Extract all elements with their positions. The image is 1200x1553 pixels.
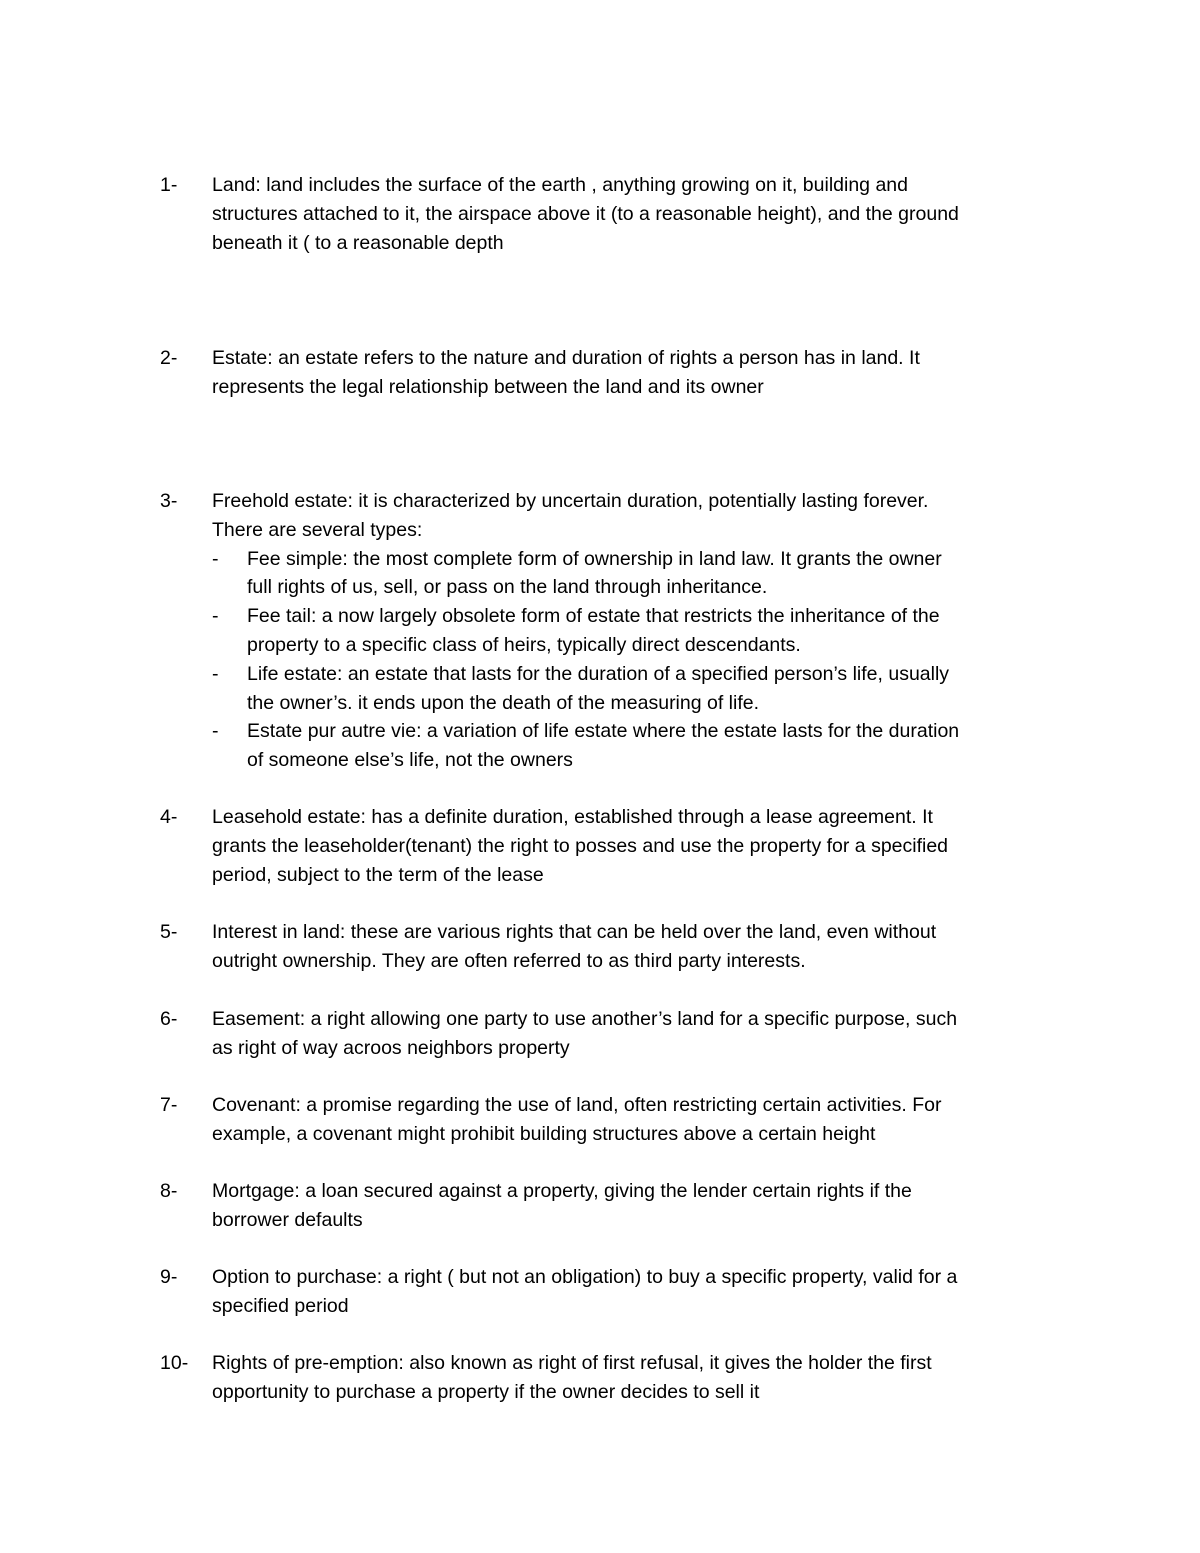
text-line: Option to purchase: a right ( but not an obligation) to buy a specific property, valid for a [212,1266,958,1288]
text-line: opportunity to purchase a property if the owner decides to sell it [212,1380,760,1403]
text-line: full rights of us, sell, or pass on the land through inheritance. [247,576,768,599]
item-text [212,344,1060,402]
text-line: the owner’s. it ends upon the death of the measuring of life. [247,691,760,714]
item-number: 2- [160,347,178,369]
item-text [212,1349,1060,1407]
text-line: borrower defaults [212,1208,363,1231]
item-text [212,487,1060,545]
text-line: Mortgage: a loan secured against a property, giving the lender certain rights if the [212,1180,912,1202]
text-line: Freehold estate: it is characterized by uncertain duration, potentially lasting forever. [212,490,929,512]
text-line: Leasehold estate: has a definite duration, established through a lease agreement. It [212,806,933,828]
sub-item-text [247,602,1060,660]
list-item-5 [160,918,1060,976]
sub-item-life-estate [212,660,1060,718]
text-line: Covenant: a promise regarding the use of land, often restricting certain activities. For [212,1094,942,1116]
item-number: 4- [160,806,178,828]
text-line: period, subject to the term of the lease [212,863,544,886]
text-line: structures attached to it, the airspace above it (to a reasonable height), and the ground [212,202,959,225]
dash-bullet: - [212,605,219,628]
item-text [212,1263,1060,1321]
list-item-10 [160,1349,1060,1407]
text-line: property to a specific class of heirs, typically direct descendants. [247,633,801,656]
list-item-3 [160,487,1060,775]
text-line: Interest in land: these are various rights that can be held over the land, even without [212,921,937,943]
text-line: grants the leaseholder(tenant) the right to posses and use the property for a specified [212,834,949,857]
item-number: 6- [160,1008,178,1030]
item-text [212,803,1060,889]
dash-bullet: - [212,720,219,743]
list-item-6 [160,1005,1060,1063]
text-line: Estate: an estate refers to the nature and duration of rights a person has in land. It [212,347,920,369]
item-number: 5- [160,921,178,943]
sub-item-text [247,660,1060,718]
dash-bullet: - [212,662,219,685]
list-item-8 [160,1177,1060,1235]
sub-item-text [247,717,1060,775]
dash-bullet: - [212,547,219,570]
item-number: 8- [160,1180,178,1202]
text-line: Estate pur autre vie: a variation of life estate where the estate lasts for the duration [247,720,960,743]
list-item-1 [160,171,1060,257]
text-line: beneath it ( to a reasonable depth [212,231,504,254]
sub-item-fee-tail [212,602,1060,660]
text-line: specified period [212,1294,349,1317]
sub-item-fee-simple [212,545,1060,603]
text-line: example, a covenant might prohibit building structures above a certain height [212,1122,876,1145]
item-text [212,1005,1060,1063]
list-item-9 [160,1263,1060,1321]
sub-item-estate-pur-autre-vie [212,717,1060,775]
item-text [212,1177,1060,1235]
item-number: 10- [160,1352,189,1374]
item-number: 7- [160,1094,178,1116]
list-item-2 [160,344,1060,402]
item-text [212,171,1060,257]
list-item-7 [160,1091,1060,1149]
sub-item-text [247,545,1060,603]
text-line: outright ownership. They are often referred to as third party interests. [212,949,806,972]
text-line: represents the legal relationship between the land and its owner [212,375,764,398]
item-number: 3- [160,490,178,512]
text-line: of someone else’s life, not the owners [247,749,573,772]
text-line: Life estate: an estate that lasts for the duration of a specified person’s life, usually [247,662,950,685]
text-line: There are several types: [212,518,423,541]
text-line: Fee tail: a now largely obsolete form of estate that restricts the inheritance of the [247,605,940,628]
text-line: Land: land includes the surface of the earth , anything growing on it, building and [212,174,908,196]
text-line: Easement: a right allowing one party to use another’s land for a specific purpose, such [212,1008,958,1030]
item-number: 1- [160,174,178,196]
text-line: Fee simple: the most complete form of ownership in land law. It grants the owner [247,547,942,570]
item-number: 9- [160,1266,178,1288]
text-line: as right of way acroos neighbors property [212,1036,570,1059]
item-text [212,1091,1060,1149]
list-item-4 [160,803,1060,889]
text-line: Rights of pre-emption: also known as right of first refusal, it gives the holder the first [212,1352,932,1374]
item-text [212,918,1060,976]
